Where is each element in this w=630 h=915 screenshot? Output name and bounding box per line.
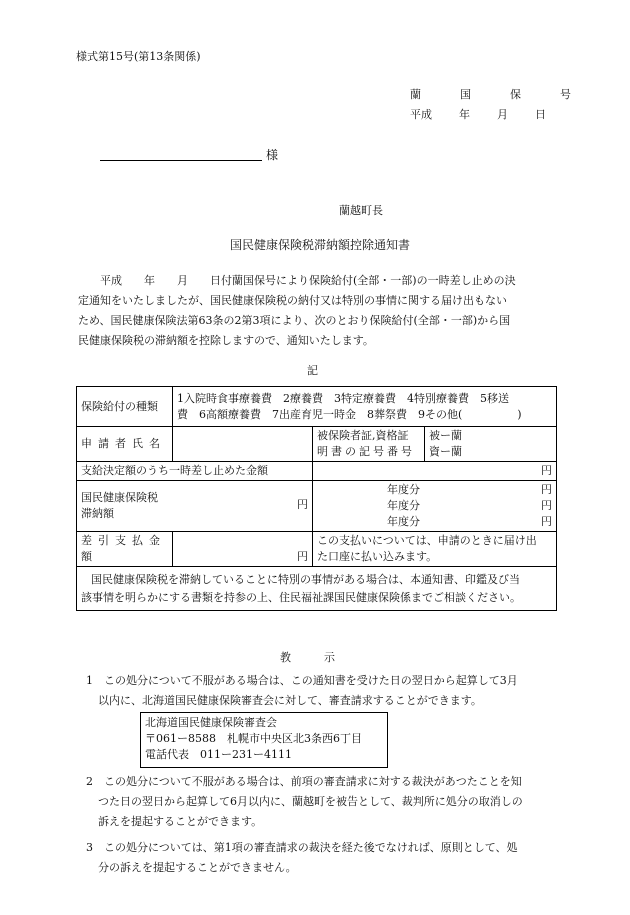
instruction-item-3 xyxy=(86,838,556,878)
item-number: 1 xyxy=(86,674,93,687)
insured-label-line: 被保険者証,資格証 xyxy=(317,429,409,442)
year-yen: 円 xyxy=(541,483,552,496)
review-board-address-box xyxy=(140,712,388,768)
year-row xyxy=(317,514,552,530)
ref-char: 国 xyxy=(460,88,471,101)
year-part-label: 年度分 xyxy=(387,483,420,496)
benefit-type-label: 保険給付の種類 xyxy=(77,387,173,427)
instruction-heading: 教 示 xyxy=(280,651,335,664)
form-number: 様式第15号(第13条関係) xyxy=(76,50,201,63)
net-payment-label: 差引支払金額 xyxy=(77,532,173,567)
net-payment-value xyxy=(173,532,313,567)
tax-arrears-cell xyxy=(77,481,313,532)
year-yen: 円 xyxy=(541,499,552,512)
year-row xyxy=(317,482,552,498)
insured-number-value xyxy=(425,427,557,462)
applicant-name-label: 申請者氏名 xyxy=(77,427,173,462)
year-row xyxy=(317,498,552,514)
year-part-label: 年度分 xyxy=(387,499,420,512)
tax-arrears-years xyxy=(313,481,557,532)
year-part-label: 年度分 xyxy=(387,515,420,528)
consultation-notice xyxy=(77,567,557,611)
ref-char: 号 xyxy=(560,88,571,101)
deduction-table xyxy=(76,386,557,611)
item-text: この処分については、第1項の審査請求の裁決を経た後でなければ、原則として、処 xyxy=(104,841,518,854)
insured-number-label xyxy=(313,427,425,462)
year-label: 年 xyxy=(459,108,470,121)
body-line: 定通知をいたしましたが、国民健康保険税の納付又は特別の事情に関する届け出もない xyxy=(78,294,507,307)
item-text: 訴えを提起することができます。 xyxy=(98,815,263,828)
instruction-item-2 xyxy=(86,772,556,832)
benefit-type-line: 1入院時食事療養費 2療養費 3特定療養費 4特別療養費 5移送 xyxy=(177,391,509,405)
document-title: 国民健康保険税滞納額控除通知書 xyxy=(230,238,411,252)
tax-arrears-label: 滞納額 xyxy=(81,507,114,520)
day-label: 日 xyxy=(535,108,546,121)
insured-value-line: 被ー蘭 xyxy=(429,429,462,442)
month-label: 月 xyxy=(497,108,508,121)
benefit-type-line: 費 6高額療養費 7出産育児一時金 8葬祭費 9その他( ) xyxy=(177,407,522,421)
review-board-name: 北海道国民健康保険審査会 xyxy=(145,716,277,729)
item-text: 分の訴えを提起することができません。 xyxy=(98,861,297,874)
item-text: この処分について不服がある場合は、この通知書を受けた日の翌日から起算して3月 xyxy=(104,674,518,687)
era-label: 平成 xyxy=(410,108,432,121)
applicant-name-value xyxy=(173,427,313,462)
review-board-address: 〒061ー8588 札幌市中央区北3条西6丁目 xyxy=(145,732,362,745)
tax-arrears-yen: 円 xyxy=(297,498,308,511)
item-text: 以内に、北海道国民健康保険審査会に対して、審査請求することができます。 xyxy=(98,694,482,707)
item-number: 2 xyxy=(86,775,93,788)
year-yen: 円 xyxy=(541,515,552,528)
instruction-item-1 xyxy=(86,671,556,711)
issuer: 蘭越町長 xyxy=(339,204,383,217)
item-text: この処分について不服がある場合は、前項の審査請求に対する裁決があつたことを知 xyxy=(104,775,522,788)
item-text: つた日の翌日から起算して6月以内に、蘭越町を被告として、裁判所に処分の取消しの xyxy=(98,795,523,808)
body-paragraph xyxy=(78,271,558,351)
ref-char: 保 xyxy=(510,88,521,101)
tax-arrears-label: 国民健康保険税 xyxy=(81,491,158,504)
reference-number-line xyxy=(410,86,571,102)
ki-marker: 記 xyxy=(307,364,318,377)
net-payment-note-line: た口座に払い込みます。 xyxy=(317,550,438,563)
body-line: 平成 年 月 日付蘭国保号により保険給付(全部・一部)の一時差し止めの決 xyxy=(100,274,516,287)
ref-char: 蘭 xyxy=(410,88,421,101)
item-number: 3 xyxy=(86,841,93,854)
addressee-line xyxy=(100,160,262,161)
date-line xyxy=(410,106,546,122)
body-line: 民健康保険税の滞納額を控除しますので、通知いたします。 xyxy=(78,334,374,347)
insured-label-line: 明書の記号番号 xyxy=(317,445,415,458)
insured-value-line: 資ー蘭 xyxy=(429,445,462,458)
net-payment-yen: 円 xyxy=(297,550,308,563)
net-payment-note-line: この支払いについては、申請のときに届け出 xyxy=(317,534,537,547)
withheld-amount-yen: 円 xyxy=(313,462,557,481)
body-line: ため、国民健康保険法第63条の2第3項により、次のとおり保険給付(全部・一部)から国 xyxy=(78,314,511,327)
notice-line: 国民健康保険税を滞納していることに特別の事情がある場合は、本通知書、印鑑及び当 xyxy=(91,572,520,586)
withheld-amount-label: 支給決定額のうち一時差し止めた金額 xyxy=(77,462,313,481)
notice-line: 該事情を明らかにする書類を持参の上、住民福祉課国民健康保険係までご相談ください。 xyxy=(81,590,521,604)
net-payment-note xyxy=(313,532,557,567)
benefit-type-options xyxy=(173,387,557,427)
addressee-suffix: 様 xyxy=(266,148,279,162)
review-board-phone: 電話代表 011ー231ー4111 xyxy=(145,748,292,761)
